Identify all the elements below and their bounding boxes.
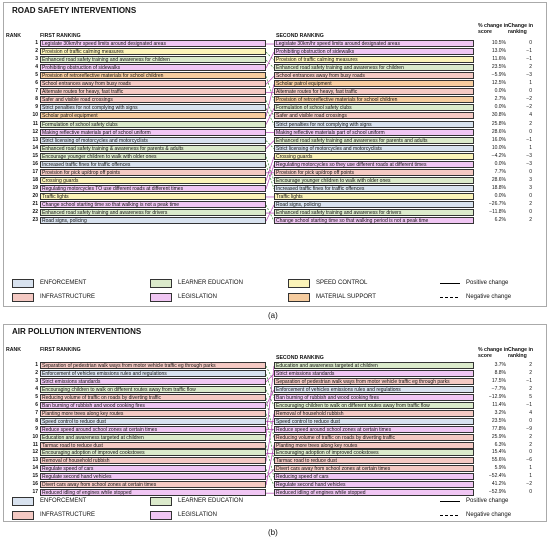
first-ranking-item: Safer and visible road crossings: [40, 96, 266, 103]
first-ranking-item: Strict licensing of motorcycles and motorcyclists: [40, 137, 266, 144]
rank-number: 10: [32, 433, 38, 440]
rank-number: 10: [32, 112, 38, 119]
panel-a-caption: (a): [268, 311, 278, 320]
rank-number: 23: [32, 217, 38, 224]
pct-change: 25.9%: [491, 433, 506, 440]
second-ranking-item: Planting more trees along key routes: [274, 442, 474, 449]
rank-connector: [266, 445, 274, 485]
first-ranking-item: Enhanced road safety training & awareness for parents & adults: [40, 145, 266, 152]
rank-change: 0: [529, 489, 532, 496]
rank-number: 5: [35, 393, 38, 400]
legend-swatch-legislation: [150, 511, 172, 520]
rank-number: 11: [32, 441, 38, 448]
legend-swatch-learner_education: [150, 497, 172, 506]
first-ranking-item: Reduce speed around school zones at certain times: [40, 426, 266, 433]
first-ranking-item: Change school starting time so that walking is not a peak time: [40, 201, 266, 208]
pct-change: 18.8%: [491, 184, 506, 191]
pct-change: 13.0%: [491, 48, 506, 55]
second-ranking-item: Strict licensing of motorcycles and motorcyclists: [274, 145, 474, 152]
rank-change: 4: [529, 112, 532, 119]
rank-change: −3: [526, 152, 532, 159]
rank-number: 12: [32, 128, 38, 135]
pct-change: 15.4%: [491, 449, 506, 456]
legend-label: MATERIAL SUPPORT: [316, 294, 376, 300]
pct-change: 11.6%: [492, 56, 506, 63]
rank-change: 0: [529, 168, 532, 175]
first-ranking-item: Regulating motorcycles TO use different roads at different times: [40, 185, 266, 192]
rank-change: −1: [526, 377, 532, 384]
negative-change-label: Negative change: [466, 294, 512, 300]
pct-change: 0.0%: [494, 160, 506, 167]
rank-number: 19: [32, 184, 38, 191]
second-ranking-item: Speed control to reduce dust: [274, 418, 474, 425]
rank-number: 4: [35, 64, 38, 71]
rank-number: 9: [35, 104, 38, 111]
pct-change: 0.0%: [494, 192, 506, 199]
rank-change: −3: [526, 160, 532, 167]
legend-swatch-enforcement: [12, 497, 34, 506]
rank-number: 18: [32, 176, 38, 183]
second-ranking-item: Traffic lights: [274, 193, 474, 200]
rank-change: 2: [529, 433, 532, 440]
second-ranking-item: Making reflective materials part of school uniform: [274, 129, 474, 136]
second-ranking-item: Provision of retroreflective materials for school children: [274, 96, 474, 103]
legend-swatch-infrastructure: [12, 511, 34, 520]
rank-change: −1: [526, 48, 532, 55]
rank-number: 15: [32, 473, 38, 480]
second-ranking-item: Formulation of school safety clubs: [274, 104, 474, 111]
first-ranking-item: Planting more trees along key routes: [40, 410, 266, 417]
rank-change: 0: [529, 417, 532, 424]
second-ranking-item: Reduce speed around school zones at certain times: [274, 426, 474, 433]
pct-change: 28.6%: [491, 128, 506, 135]
first-ranking-item: Tarmac road to reduce dust: [40, 442, 266, 449]
rank-number: 3: [35, 56, 38, 63]
rank-number: 17: [32, 168, 38, 175]
rank-change: −2: [526, 481, 532, 488]
first-ranking-item: Road signs, policing: [40, 217, 266, 224]
pct-change: 12.5%: [491, 80, 506, 87]
rank-number: 2: [35, 369, 38, 376]
first-ranking-item: Encouraging adoption of improved cookstoves: [40, 449, 266, 456]
first-ranking-item: School entrances away from busy roads: [40, 80, 266, 87]
panel-b-title: AIR POLLUTION INTERVENTIONS: [12, 327, 142, 336]
first-ranking-item: Enforcement of vehicles emissions rules and regulations: [40, 370, 266, 377]
legend-label: LEGISLATION: [178, 512, 217, 518]
rank-number: 6: [35, 80, 38, 87]
rank-number: 1: [35, 362, 38, 368]
rank-change: 2: [529, 64, 532, 71]
rank-number: 20: [32, 192, 38, 199]
first-ranking-item: Regulate second hand vehicles: [40, 473, 266, 480]
pct-change: −52.4%: [488, 473, 506, 480]
first-ranking-item: Encourage younger children to walk with older ones: [40, 153, 266, 160]
pct-change: −52.9%: [488, 489, 506, 496]
rank-change: 2: [529, 362, 532, 368]
second-ranking-item: Scholar patrol equipment: [274, 80, 474, 87]
legend-label: INFRASTRUCTURE: [40, 512, 95, 518]
rank-connector: [266, 366, 274, 438]
first-ranking-item: Enhanced road safety training and awareness for drivers: [40, 209, 266, 216]
rank-number: 7: [35, 409, 38, 416]
pct-change: 17.5%: [491, 377, 506, 384]
first-ranking-item: Ban burning of rubbish and wood cooking fires: [40, 402, 266, 409]
second-ranking-item: Alternate routes for heavy, fast traffic: [274, 88, 474, 95]
first-ranking-item: Provision of retroreflective materials for school children: [40, 72, 266, 79]
rank-change: 2: [529, 369, 532, 376]
first-ranking-item: Reducing volume of traffic on roads by diverting traffic: [40, 394, 266, 401]
first-ranking-item: Alternate routes for heavy, fast traffic: [40, 88, 266, 95]
pct-change: 7.7%: [494, 168, 506, 175]
panel-b-caption: (b): [268, 528, 278, 537]
rank-number: 2: [35, 48, 38, 55]
panel-b-pct-header: % change in score: [478, 347, 509, 359]
first-ranking-item: Divert cars away from school zones at certain times: [40, 481, 266, 488]
first-ranking-item: Separation of pedestrian walk ways from motor vehicle traffic eg through parks: [40, 362, 266, 369]
legend-label: ENFORCEMENT: [40, 498, 87, 504]
rank-change: −3: [526, 72, 532, 79]
rank-number: 8: [35, 96, 38, 103]
rank-change: 2: [529, 120, 532, 127]
pct-change: 23.5%: [491, 417, 506, 424]
pct-change: 28.6%: [491, 176, 506, 183]
pct-change: 55.6%: [491, 457, 506, 464]
positive-change-label: Positive change: [466, 498, 509, 504]
second-ranking-item: Reducing volume of traffic on roads by diverting traffic: [274, 434, 474, 441]
second-ranking-item: Strict penalties for not complying with signs: [274, 121, 474, 128]
first-ranking-item: Making reflective materials part of school uniform: [40, 129, 266, 136]
second-ranking-item: Reduced idling of engines while stopped: [274, 489, 474, 496]
first-ranking-item: Education and awareness targeted at children: [40, 434, 266, 441]
second-ranking-item: Encouraging children to walk on different routes away from traffic flow: [274, 402, 474, 409]
pct-change: 3.2%: [494, 409, 506, 416]
rank-number: 15: [32, 152, 38, 159]
second-ranking-item: Provision of traffic calming measures: [274, 56, 474, 63]
rank-number: 16: [32, 481, 38, 488]
rank-change: 0: [529, 88, 532, 95]
rank-number: 12: [32, 449, 38, 456]
rank-change: 1: [529, 465, 532, 472]
rank-number: 17: [32, 489, 38, 496]
second-ranking-item: Road signs, policing: [274, 201, 474, 208]
first-ranking-item: Speed control to reduce dust: [40, 418, 266, 425]
first-ranking-item: Scholar patrol equipment: [40, 112, 266, 119]
rank-change: 4: [529, 409, 532, 416]
pct-change: 10.0%: [491, 144, 506, 151]
rank-number: 3: [35, 377, 38, 384]
second-ranking-item: Increased traffic fines for traffic offences: [274, 185, 474, 192]
positive-change-label: Positive change: [466, 280, 509, 286]
rank-change: 0: [529, 40, 532, 46]
rank-connector: [266, 469, 274, 485]
panel-a-rank-header: RANK: [6, 33, 21, 39]
pct-change: 0.0%: [494, 88, 506, 95]
panel-b-first-header: FIRST RANKING: [40, 347, 81, 353]
second-ranking-item: Divert cars away from school zones at certain times: [274, 465, 474, 472]
pct-change: 23.5%: [491, 64, 506, 71]
rank-number: 21: [32, 201, 38, 207]
pct-change: 8.8%: [494, 369, 506, 376]
pct-change: 3.7%: [494, 362, 506, 368]
panel-b-rank-header: RANK: [6, 347, 21, 353]
legend-label: INFRASTRUCTURE: [40, 294, 95, 300]
legend-label: LEARNER EDUCATION: [178, 498, 243, 504]
panel-b-second-header: SECOND RANKING: [276, 355, 324, 361]
first-ranking-item: Removal of household rubbish: [40, 457, 266, 464]
second-ranking-item: Ban burning of rubbish and wood cooking fires: [274, 394, 474, 401]
rank-number: 14: [32, 465, 38, 472]
pct-change: 0.0%: [494, 104, 506, 111]
first-ranking-item: Reduced idling of engines while stopped: [40, 489, 266, 496]
first-ranking-item: Regulate speed of cars: [40, 465, 266, 472]
second-ranking-item: Safer and visible road crossings: [274, 112, 474, 119]
rank-change: −1: [526, 56, 532, 63]
second-ranking-item: Encouraging adoption of improved cookstoves: [274, 449, 474, 456]
rank-change: 3: [529, 184, 532, 191]
second-ranking-item: Strict emissions standards: [274, 370, 474, 377]
rank-change: −6: [526, 457, 532, 464]
first-ranking-item: Provision of traffic calming measures: [40, 48, 266, 55]
first-ranking-item: Traffic lights: [40, 193, 266, 200]
second-ranking-item: Removal of household rubbish: [274, 410, 474, 417]
pct-change: −7.7%: [491, 385, 506, 392]
panel-a-pct-header: % change in score: [478, 23, 509, 35]
pct-change: −26.7%: [488, 201, 506, 207]
second-ranking-item: Legislate 30km/hr speed limits around designated areas: [274, 40, 474, 47]
pct-change: 25.8%: [491, 120, 506, 127]
pct-change: −12.9%: [488, 393, 506, 400]
legend-label: SPEED CONTROL: [316, 280, 368, 286]
second-ranking-item: Education and awareness targeted at children: [274, 362, 474, 369]
second-ranking-item: Enhanced road safety training and awareness for parents and adults: [274, 137, 474, 144]
second-ranking-item: Reducing speed of cars: [274, 473, 474, 480]
second-ranking-item: Change school starting time so that walking period is not a peak time: [274, 217, 474, 224]
second-ranking-item: Prohibiting obstruction of sidewalks: [274, 48, 474, 55]
rank-change: 1: [529, 144, 532, 151]
rank-change: 1: [529, 80, 532, 87]
second-ranking-item: Enforcement of vehicles emissions rules and regulations: [274, 386, 474, 393]
pct-change: 41.2%: [491, 481, 506, 488]
rank-change: 0: [529, 192, 532, 199]
second-ranking-item: Tarmac road to reduce dust: [274, 457, 474, 464]
legend-label: LEARNER EDUCATION: [178, 280, 243, 286]
pct-change: 30.8%: [491, 112, 506, 119]
first-ranking-item: Enhanced road safety training and awareness for children: [40, 56, 266, 63]
rank-change: 5: [529, 393, 532, 400]
pct-change: 5.9%: [494, 465, 506, 472]
pct-change: 10.5%: [491, 40, 506, 46]
first-ranking-item: Legislate 30km/hr speed limits around designated areas: [40, 40, 266, 47]
rank-number: 8: [35, 417, 38, 424]
rank-change: −1: [526, 136, 532, 143]
rank-change: 2: [529, 441, 532, 448]
pct-change: 11.4%: [492, 401, 506, 408]
first-ranking-item: Formulation of school safety clubs: [40, 121, 266, 128]
pct-change: 16.0%: [491, 136, 506, 143]
rank-change: 2: [529, 201, 532, 207]
pct-change: −11.8%: [489, 209, 506, 216]
panel-a-second-header: SECOND RANKING: [276, 33, 324, 39]
rank-change: 0: [529, 449, 532, 456]
second-ranking-item: Crossing guards: [274, 153, 474, 160]
pct-change: −5.9%: [491, 72, 506, 79]
rank-number: 5: [35, 72, 38, 79]
first-ranking-item: Prohibiting obstruction of sidewalks: [40, 64, 266, 71]
panel-a-title: ROAD SAFETY INTERVENTIONS: [12, 6, 137, 15]
rank-change: 1: [529, 473, 532, 480]
first-ranking-item: Crossing guards: [40, 177, 266, 184]
panel-a-chg-header: Change in ranking: [508, 23, 534, 35]
rank-change: −2: [526, 96, 532, 103]
rank-number: 13: [32, 457, 38, 464]
second-ranking-item: Regulate second hand vehicles: [274, 481, 474, 488]
first-ranking-item: Increased traffic fines for traffic offences: [40, 161, 266, 168]
rank-number: 16: [32, 160, 38, 167]
rank-change: −9: [526, 425, 532, 432]
second-ranking-item: Provision for pick up/drop off points: [274, 169, 474, 176]
rank-change: −1: [526, 401, 532, 408]
second-ranking-item: School entrances away from busy roads: [274, 72, 474, 79]
rank-change: 0: [529, 128, 532, 135]
first-ranking-item: Strict penalties for not complying with signs: [40, 104, 266, 111]
second-ranking-item: Encourage younger children to walk with older ones: [274, 177, 474, 184]
rank-change: 2: [529, 217, 532, 224]
rank-number: 7: [35, 88, 38, 95]
rank-number: 9: [35, 425, 38, 432]
second-ranking-item: Enhanced road safety training and awareness for drivers: [274, 209, 474, 216]
pct-change: 6.3%: [494, 441, 506, 448]
rank-number: 13: [32, 136, 38, 143]
negative-change-label: Negative change: [466, 512, 512, 518]
panel-b-chg-header: Change in ranking: [508, 347, 534, 359]
rank-number: 22: [32, 209, 38, 216]
rank-number: 6: [35, 401, 38, 408]
rank-number: 4: [35, 385, 38, 392]
rank-change: 2: [529, 385, 532, 392]
first-ranking-item: Strict emissions standards: [40, 378, 266, 385]
rank-change: −2: [526, 104, 532, 111]
rank-number: 1: [35, 40, 38, 46]
rank-change: 3: [529, 176, 532, 183]
panel-a-first-header: FIRST RANKING: [40, 33, 81, 39]
legend-label: ENFORCEMENT: [40, 280, 87, 286]
pct-change: −4.2%: [491, 152, 506, 159]
rank-change: 0: [529, 209, 532, 216]
second-ranking-item: Separation of pedestrian walk ways from motor vehicle traffic eg through parks: [274, 378, 474, 385]
pct-change: 2.7%: [494, 96, 506, 103]
first-ranking-item: Provision for pick up/drop off points: [40, 169, 266, 176]
second-ranking-item: Regulating motorcycles so they use different roads at different times: [274, 161, 474, 168]
rank-number: 14: [32, 144, 38, 151]
first-ranking-item: Encouraging children to walk on different routes away from traffic flow: [40, 386, 266, 393]
pct-change: 77.8%: [491, 425, 506, 432]
second-ranking-item: Enhanced road safety training and awareness for children: [274, 64, 474, 71]
pct-change: 6.2%: [494, 217, 506, 224]
legend-label: LEGISLATION: [178, 294, 217, 300]
rank-number: 11: [32, 120, 38, 127]
